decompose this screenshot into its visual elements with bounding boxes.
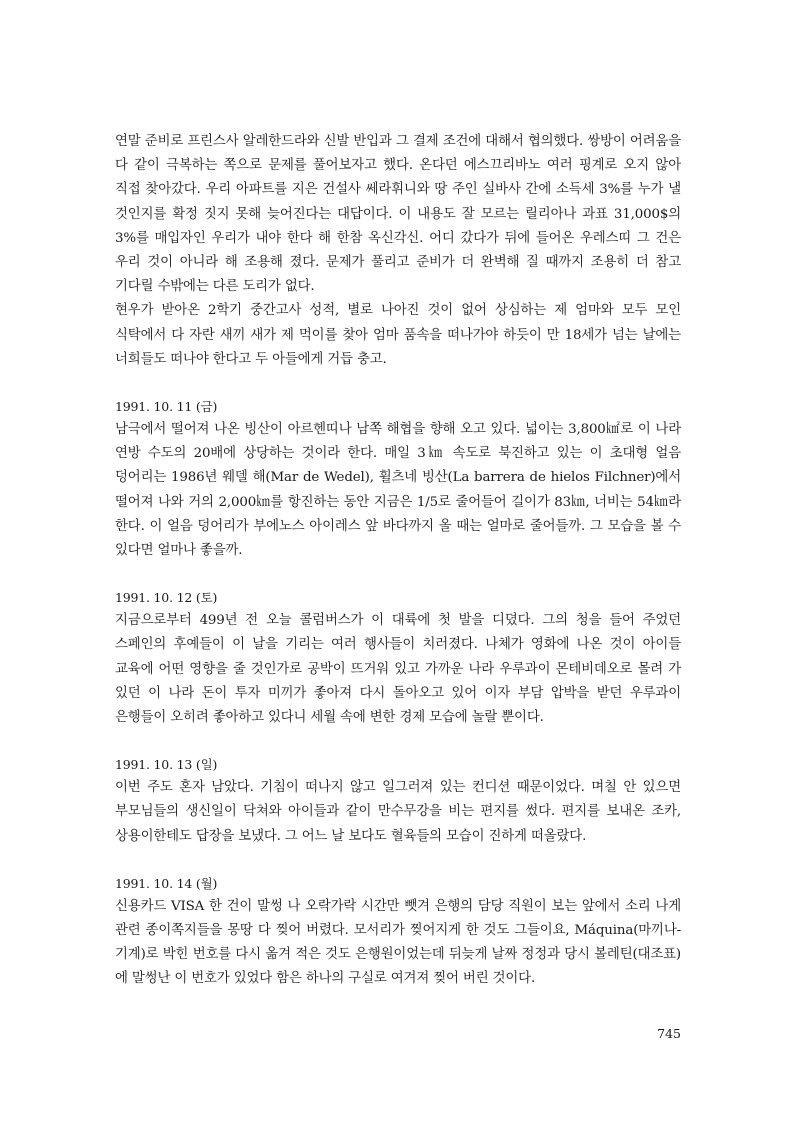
diary-entry-1991-10-12	[115, 587, 681, 730]
diary-entry-1991-10-14	[115, 873, 681, 992]
entry-text: 지금으로부터 499년 전 오늘 콜럼버스가 이 대륙에 첫 발을 디뎠다. 그의 청을 들어 주었던 스페인의 후예들이 이 날을 기리는 여러 행사들이 치러졌다. 나체가 영화에 나온 것이 아이들 교육에 어떤 영향을 줄 것인가로 공박이 뜨거워 있고 가까운 나라 우루과이 몬테비데오로 몰려 가 있던 이 나라 돈이 투자 미끼가 좋아져 다시 돌아오고 있어 이자 부담 압박을 받던 우루과이 은행들이 오히려 좋아하고 있다니 세월 속에 변한 경제 모습에 놀랄 뿐이다.	[115, 613, 681, 726]
diary-entry-1991-10-11	[115, 396, 681, 563]
entry-date: 1991. 10. 13 (일)	[115, 757, 218, 773]
intro-paragraph-2: 현우가 받아온 2학기 중간고사 성적, 별로 나아진 것이 없어 상심하는 제 엄마와 모두 모인 식탁에서 다 자란 새끼 새가 제 먹이를 찾아 엄마 품속을 떠나가야 하듯이 만 18세가 넘는 날에는 너희들도 떠나야 한다고 두 아들에게 거듭 충고.	[115, 303, 681, 367]
intro-paragraph-1: 연말 준비로 프린스사 알레한드라와 신발 반입과 그 결제 조건에 대해서 협의했다. 쌍방이 어려움을 다 같이 극복하는 쪽으로 문제를 풀어보자고 했다. 온다던 에스끄리바노 여러 핑계로 오지 않아 직접 찾아갔다. 우리 아파트를 지은 건설사 쎄라휘니와 땅 주인 실바사 간에 소득세 3%를 누가 낼 것인지를 확정 짓지 못해 늦어진다는 대답이다. 이 내용도 잘 모르는 릴리아나 과표 31,000$의 3%를 매입자인 우리가 내야 한다 해 한참 옥신각신. 어디 갔다가 뒤에 들어온 우레스띠 그 건은 우리 것이 아니라 해 조용해 졌다. 문제가 풀리고 준비가 더 완벽해 질 때까지 조용히 더 참고 기다릴 수밖에는 다른 도리가 없다.	[115, 134, 681, 295]
page-number: 745	[657, 1026, 681, 1041]
entry-text: 남극에서 떨어져 나온 빙산이 아르헨띠나 남쪽 해협을 향해 오고 있다. 넓이는 3,800㎢로 이 나라 연방 수도의 20배에 상당하는 것이라 한다. 매일 3㎞ 속도로 북진하고 있는 이 초대형 얼음 덩어리는 1986년 웨델 해(Mar de Wedel), 휠츠네 빙산(La barrera de hielos Filchner)에서 떨어져 나와 거의 2,000㎞를 항진하는 동안 지금은 1/5로 줄어들어 길이가 83㎞, 너비는 54㎞라 한다. 이 얼음 덩어리가 부에노스 아이레스 앞 바다까지 올 때는 얼마로 줄어들까. 그 모습을 볼 수 있다면 얼마나 좋을까.	[115, 422, 681, 559]
entry-date: 1991. 10. 11 (금)	[115, 399, 218, 415]
entry-text: 이번 주도 혼자 남았다. 기침이 떠나지 않고 일그러져 있는 컨디션 때문이었다. 며칠 안 있으면 부모님들의 생신일이 닥쳐와 아이들과 같이 만수무강을 비는 편지를 썼다. 편지를 보내온 조카, 상용이한테도 답장을 보냈다. 그 어느 날 보다도 혈육들의 모습이 진하게 떠올랐다.	[115, 780, 681, 844]
diary-entry-1991-10-13	[115, 754, 681, 849]
entry-text: 신용카드 VISA 한 건이 말썽 나 오락가락 시간만 뺏겨 은행의 담당 직원이 보는 앞에서 소리 나게 관련 종이쪽지들을 몽땅 다 찢어 버렸다. 모서리가 찢어지게 한 것도 그들이요, Máquina(마끼나-기계)로 박힌 번호를 다시 옮겨 적은 것도 은행원이었는데 뒤늦게 날짜 정정과 당시 볼레틴(대조표)에 말썽난 이 번호가 있었다 함은 하나의 구실로 여겨져 찢어 버린 것이다.	[115, 898, 681, 987]
entry-date: 1991. 10. 14 (월)	[115, 875, 218, 891]
diary-page	[115, 130, 681, 992]
entry-date: 1991. 10. 12 (토)	[115, 590, 218, 606]
